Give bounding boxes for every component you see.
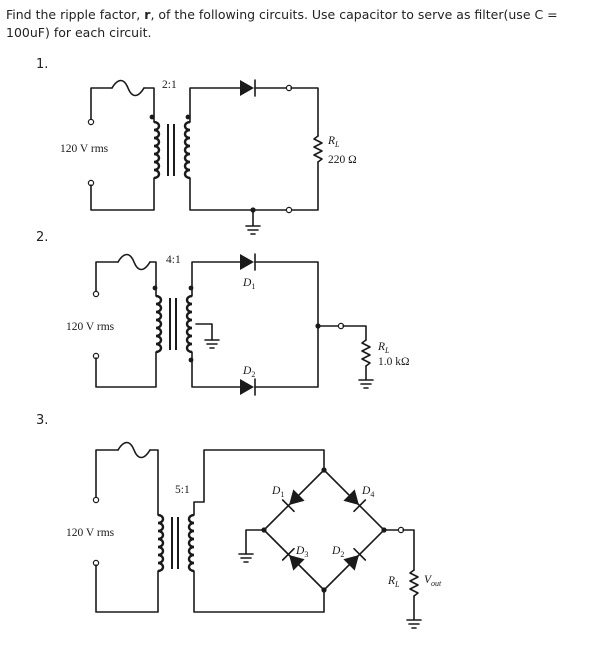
- c3-d3-label: $D_3$: [296, 545, 309, 559]
- c2-ratio-label: 4:1: [166, 254, 181, 266]
- c3-fuse-symbol: [118, 443, 150, 458]
- c2-primary-polarity-dot: [153, 286, 158, 291]
- c3-left-ground-symbol: [239, 554, 253, 562]
- c3-d4-label: $D_4$: [362, 485, 375, 499]
- c3-ratio-label: 5:1: [175, 484, 190, 496]
- circuit-number-3: 3.: [36, 413, 49, 428]
- c3-vout-label: $V_{out}$: [424, 574, 442, 588]
- c2-load-top-wire: [343, 326, 366, 340]
- c3-source-bottom-wire: [96, 565, 158, 612]
- circuit-3: [66, 443, 442, 629]
- c2-d2-label: $D_2$: [243, 365, 256, 379]
- c3-secondary-bottom-wire: [194, 571, 324, 612]
- c1-load-resistor: [314, 136, 322, 162]
- c2-center-tap-wire: [196, 324, 212, 340]
- circuit-2: [66, 254, 410, 395]
- c1-secondary-top-wire: [190, 88, 240, 122]
- c1-primary-polarity-dot: [150, 115, 155, 120]
- c2-load-resistor: [362, 340, 370, 366]
- c2-d2-triangle: [240, 379, 254, 395]
- c2-source-bottom-wire: [96, 352, 156, 387]
- circuit-number-2: 2.: [36, 230, 49, 245]
- c2-secondary-top-wire: [192, 262, 240, 296]
- c1-source-terminal-top: [88, 119, 93, 124]
- c3-secondary-top-wire: [194, 450, 324, 515]
- c1-load-top-wire: [291, 88, 318, 136]
- c2-d1-triangle: [240, 254, 254, 270]
- c2-d1-out-wire: [255, 262, 318, 326]
- c3-load-resistor: [410, 570, 418, 596]
- c3-d1-label: $D_1$: [272, 485, 285, 499]
- c3-primary-top-wire: [150, 450, 158, 515]
- c2-d1-label: $D_1$: [243, 277, 256, 291]
- c1-primary-coil: [154, 122, 159, 178]
- c1-ground-symbol: [246, 210, 260, 234]
- c1-output-terminal-bottom: [286, 207, 291, 212]
- c3-d2-label: $D_2$: [332, 545, 345, 559]
- c2-source-terminal-top: [93, 291, 98, 296]
- c1-diode-triangle: [240, 80, 254, 96]
- c2-primary-top-wire: [150, 262, 156, 296]
- c3-primary-coil: [158, 515, 163, 571]
- c1-load-value: 220 Ω: [328, 154, 357, 166]
- circuit-1: [60, 79, 357, 234]
- c3-left-ground-wire: [246, 530, 264, 554]
- c3-source-top-wire: [96, 450, 118, 498]
- c3-secondary-coil: [189, 515, 194, 571]
- c3-source-terminal-top: [93, 497, 98, 502]
- c2-load-value: 1.0 kΩ: [378, 356, 410, 368]
- c2-load-label: $R_L$: [378, 341, 390, 355]
- c2-fuse-symbol: [118, 255, 150, 270]
- c2-primary-coil: [156, 296, 161, 352]
- problem-text-part2: , of the following circuits. Use capacitor to serve as filter(use C = 100uF) for each circuit.: [6, 7, 558, 40]
- c1-ratio-label: 2:1: [162, 79, 177, 91]
- c1-load-bottom-wire: [291, 162, 318, 210]
- circuit-number-1: 1.: [36, 57, 49, 72]
- c1-source-bottom-wire: [91, 178, 154, 210]
- c3-load-ground: [407, 596, 421, 628]
- problem-text-part1: Find the ripple factor,: [6, 7, 145, 22]
- c1-source-label: 120 V rms: [60, 143, 109, 155]
- c1-secondary-coil: [185, 122, 190, 178]
- c2-secondary-bottom-wire: [192, 352, 240, 387]
- c1-secondary-bottom-wire: [190, 178, 286, 210]
- c2-source-label: 120 V rms: [66, 321, 115, 333]
- c3-source-label: 120 V rms: [66, 527, 115, 539]
- c2-secondary-coil: [187, 296, 192, 352]
- c1-fuse-symbol: [112, 81, 144, 96]
- c2-d2-out-wire: [255, 326, 318, 387]
- c2-load-ground: [359, 366, 373, 388]
- c3-load-label: $R_L$: [388, 575, 400, 589]
- ripple-symbol: r: [144, 7, 151, 22]
- c1-load-label: $R_L$: [328, 135, 340, 149]
- c3-load-top-wire: [403, 530, 414, 570]
- c2-center-tap-ground: [205, 340, 219, 348]
- c1-source-top-wire: [91, 88, 112, 120]
- c2-source-top-wire: [96, 262, 118, 292]
